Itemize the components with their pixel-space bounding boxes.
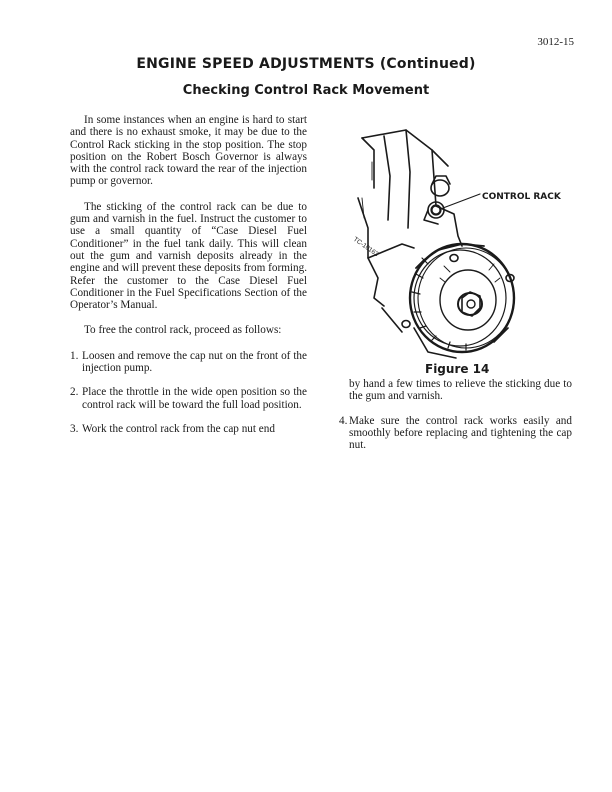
list-item <box>70 386 307 411</box>
step-text: Make sure the control rack works easily and smoothly before replacing and tightening the cap nut. <box>349 414 572 452</box>
continued-step-text: by hand a few times to relieve the sticking due to the gum and varnish. <box>349 378 572 403</box>
step-number: 1. <box>70 349 79 362</box>
page-title: ENGINE SPEED ADJUSTMENTS (Continued) <box>136 56 476 72</box>
injection-pump-illustration <box>344 128 576 360</box>
step-number: 3. <box>70 422 79 435</box>
steps-list <box>70 350 307 435</box>
step-number: 2. <box>70 386 79 399</box>
figure-part-number: TC-10163 <box>351 235 380 259</box>
list-item <box>70 423 307 435</box>
paragraph-intro: In some instances when an engine is hard to start and there is no exhaust smoke, it may be due to the Control Rack sticking in the stop position. The stop position on the Robert Bosch Governor is always with the control rack toward the rear of the injection pump or governor. <box>70 114 307 188</box>
control-rack-callout: CONTROL RACK <box>482 192 561 202</box>
list-item <box>339 415 572 452</box>
right-column <box>339 378 572 452</box>
step-text: Loosen and remove the cap nut on the front of the injection pump. <box>82 349 307 375</box>
step-number: 4. <box>339 414 348 427</box>
figure-caption: Figure 14 <box>425 362 490 376</box>
step-text: Place the throttle in the wide open position so the control rack will be toward the full load position. <box>82 386 307 411</box>
paragraph-cause: The sticking of the control rack can be due to gum and varnish in the fuel. Instruct the customer to use a small quantity of “Case Diesel Fuel Conditioner” in the fuel tank daily. This will clean out the gum and varnish deposits already in the engine and will prevent these deposits from forming. Refer the customer to the Case Diesel Fuel Conditioner in the Fuel Specifications Section of the Operator’s Manual. <box>70 200 307 312</box>
step-text: Work the control rack from the cap nut end <box>82 422 275 435</box>
list-item <box>70 350 307 375</box>
left-column <box>70 114 307 435</box>
section-title: Checking Control Rack Movement <box>182 83 430 98</box>
page-number: 3012-15 <box>537 36 574 48</box>
paragraph-procedure-intro: To free the control rack, proceed as follows: <box>84 324 282 337</box>
